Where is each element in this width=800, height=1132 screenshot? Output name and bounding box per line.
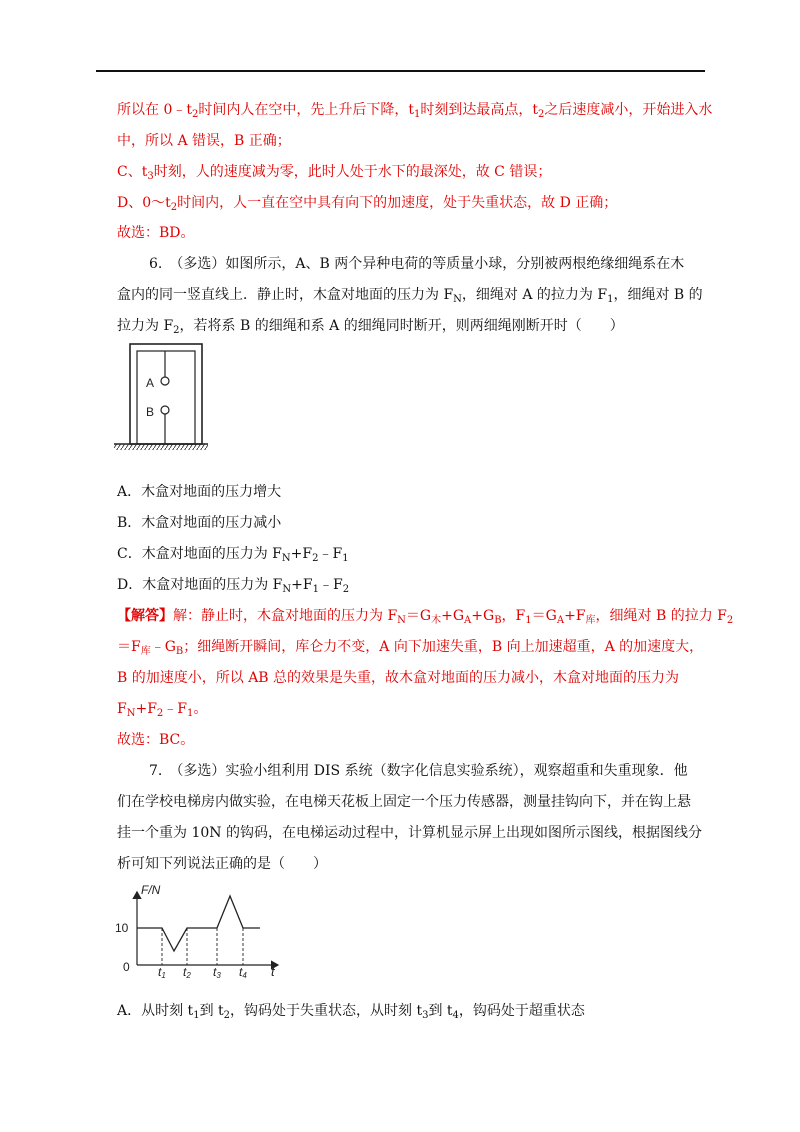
header-rule — [96, 70, 705, 72]
answer5-line2: 中，所以 A 错误，B 正确； — [117, 133, 291, 149]
q6-option-a: A．木盒对地面的压力增大 — [117, 484, 282, 500]
q6-box-figure — [110, 340, 210, 455]
label-a: A — [146, 376, 155, 390]
q7-line1: 7. （多选）实验小组利用 DIS 系统（数字化信息实验系统），观察超重和失重现象．他 — [149, 763, 688, 779]
q6-line1: 6. （多选）如图所示，A、B 两个异种电荷的等质量小球，分别被两根绝缘细绳系在木 — [149, 256, 685, 272]
q6-option-c: C．木盒对地面的压力为 $F_N+F_2﹣F_1$ — [117, 546, 349, 564]
answer5-line1: 所以在 $0﹣t_2$时间内人在空中，先上升后下降，$t_1$时刻到达最高点，$t_2$之后速度减小，开始进入水 — [117, 102, 713, 120]
ball-b — [161, 406, 169, 414]
x-tick-t4: t4 — [239, 965, 247, 978]
answer5-line4: D、$0\sim t_2$时间内，人一直在空中具有向下的加速度，处于失重状态，故 D 正确； — [117, 195, 618, 213]
ans6-line1: 【解答】解：静止时，木盒对地面的压力为 $F_N=G_木+G_A+G_B$，$F_1=G_A+F_库$，细绳对 B 的拉力 $F_2$ — [117, 608, 734, 626]
x-axis-label: t — [271, 964, 275, 978]
q7-force-time-chart — [110, 878, 285, 978]
answer5-line3: C、$t_3$时刻，人的速度减为零，此时人处于水下的最深处，故 C 错误； — [117, 164, 552, 182]
x-tick-t1: t1 — [158, 965, 166, 978]
q7-option-a: A．从时刻 $t_1$到 $t_2$，钩码处于失重状态，从时刻 $t_3$到 $t_4$，钩码处于超重状态 — [117, 1003, 585, 1021]
q6-option-d: D．木盒对地面的压力为 $F_N+F_1﹣F_2$ — [117, 577, 350, 595]
ans6-line2: $=F_库﹣G_B$；细绳断开瞬间，库仑力不变，A 向下加速失重，B 向上加速超重，A 的加速度大， — [117, 639, 704, 657]
force-curve — [137, 896, 260, 951]
ans6-line4: $F_N+F_2﹣F_1$。 — [117, 701, 208, 719]
x-tick-t2: t2 — [183, 965, 191, 978]
q7-line2: 们在学校电梯房内做实验，在电梯天花板上固定一个压力传感器，测量挂钩向下，并在钩上悬 — [117, 794, 691, 810]
ground-hatch — [114, 444, 208, 450]
ball-a — [161, 377, 169, 385]
q7-line3: 挂一个重为 10N 的钩码，在电梯运动过程中，计算机显示屏上出现如图所示图线，根据图线分 — [117, 825, 702, 841]
q7-line4: 析可知下列说法正确的是（ ） — [117, 856, 327, 872]
y-tick-10: 10 — [115, 921, 129, 935]
answer5-conclusion: 故选：BD。 — [117, 225, 195, 241]
label-b: B — [146, 405, 155, 419]
ans6-conclusion: 故选：BC。 — [117, 732, 195, 748]
box-inner-wall — [137, 351, 195, 444]
box-outer-wall — [130, 344, 202, 444]
x-tick-t3: t3 — [213, 965, 221, 978]
q6-line3: 拉力为 $F_2$，若将系 B 的细绳和系 A 的细绳同时断开，则两细绳刚断开时（ ） — [117, 318, 624, 336]
answer-tag: 【解答】 — [117, 608, 173, 624]
q6-option-b: B．木盒对地面的压力减小 — [117, 515, 282, 531]
q6-line2: 盒内的同一竖直线上．静止时，木盒对地面的压力为 $F_N$，细绳对 A 的拉力为 $F_1$，细绳对 B 的 — [117, 287, 703, 305]
y-axis-label: F/N — [141, 883, 161, 897]
ans6-line3: B 的加速度小，所以 AB 总的效果是失重，故木盒对地面的压力减小，木盒对地面的压力为 — [117, 670, 680, 686]
origin-label: 0 — [123, 960, 130, 974]
